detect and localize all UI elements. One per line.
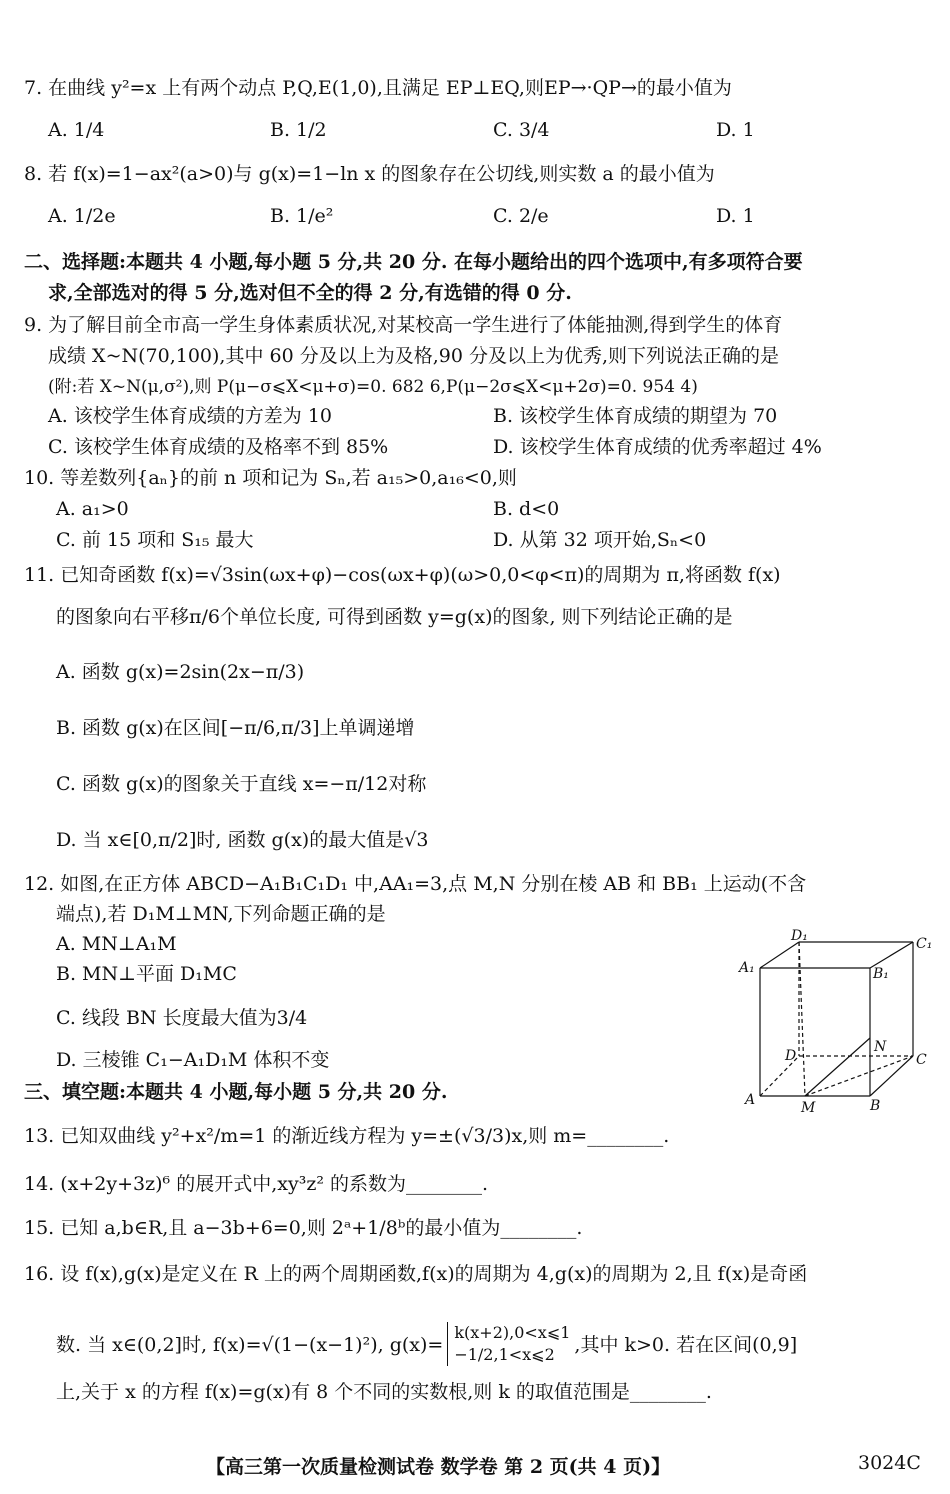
- q7-stem-text: 7. 在曲线 y²=x 上有两个动点 P,Q,E(1,0),且满足 EP⊥EQ,则EP→·QP→的最小值为: [24, 77, 732, 99]
- q11-option-b: B. 函数 g(x)在区间[−π/6,π/3]上单调递增: [56, 717, 415, 739]
- q11-line2: [56, 605, 733, 629]
- q11-shift-fraction: π/6: [189, 606, 220, 628]
- label-b: B: [870, 1098, 881, 1114]
- label-b1: B₁: [873, 966, 889, 982]
- q9-option-c: C. 该校学生体育成绩的及格率不到 85%: [48, 436, 389, 458]
- q11-line2-a: 的图象向右平移: [56, 606, 190, 628]
- edge-a1d1: [760, 942, 799, 968]
- q12-line2: 端点),若 D₁M⊥MN,下列命题正确的是: [56, 903, 386, 925]
- page-footer: 【高三第一次质量检测试卷 数学卷 第 2 页(共 4 页)】: [206, 1456, 671, 1478]
- q9-option-b: B. 该校学生体育成绩的期望为 70: [493, 405, 778, 427]
- q10-stem: 10. 等差数列{aₙ}的前 n 项和记为 Sₙ,若 a₁₅>0,a₁₆<0,则: [24, 467, 517, 489]
- q14-text: 14. (x+2y+3z)⁶ 的展开式中,xy³z² 的系数为________.: [24, 1173, 489, 1195]
- label-a1: A₁: [739, 960, 755, 976]
- q7-option-b: B. 1/2: [270, 119, 327, 141]
- q9-line1: 9. 为了解目前全市高一学生身体素质状况,对某校高一学生进行了体能抽测,得到学生的体育: [24, 314, 783, 336]
- q11-option-a: A. 函数 g(x)=2sin(2x−π/3): [56, 661, 305, 683]
- edge-b1c1: [870, 942, 913, 968]
- q10-option-c: C. 前 15 项和 S₁₅ 最大: [56, 529, 254, 551]
- q12-option-b: B. MN⊥平面 D₁MC: [56, 963, 237, 985]
- q7-option-d: D. 1: [716, 119, 755, 141]
- q10-option-d: D. 从第 32 项开始,Sₙ<0: [493, 529, 707, 551]
- section3-heading: 三、填空题:本题共 4 小题,每小题 5 分,共 20 分.: [24, 1081, 448, 1103]
- label-d: D: [785, 1048, 797, 1064]
- q16-line1: 16. 设 f(x),g(x)是定义在 R 上的两个周期函数,f(x)的周期为 4,g(x)的周期为 2,且 f(x)是奇函: [24, 1263, 808, 1285]
- q11-line2-c: 个单位长度, 可得到函数 y=g(x)的图象, 则下列结论正确的是: [220, 606, 733, 628]
- q8-option-a: A. 1/2e: [48, 205, 116, 227]
- section2-heading-line1: 二、选择题:本题共 4 小题,每小题 5 分,共 20 分. 在每小题给出的四个选项中,有多项符合要: [24, 251, 803, 273]
- label-a: A: [745, 1092, 756, 1108]
- q16-case1: k(x+2),0<x⩽1: [454, 1323, 571, 1342]
- q11-option-c: C. 函数 g(x)的图象关于直线 x=−π/12对称: [56, 773, 427, 795]
- q11-line1: 11. 已知奇函数 f(x)=√3sin(ωx+φ)−cos(ωx+φ)(ω>0,0<φ<π)的周期为 π,将函数 f(x): [24, 564, 781, 586]
- q16-line3: 上,关于 x 的方程 f(x)=g(x)有 8 个不同的实数根,则 k 的取值范围是________.: [56, 1381, 712, 1403]
- q10-option-b: B. d<0: [493, 498, 560, 520]
- segment-d1m: [799, 942, 805, 1096]
- q11-option-d: D. 当 x∈[0,π/2]时, 函数 g(x)的最大值是√3: [56, 829, 429, 851]
- q13-text: 13. 已知双曲线 y²+x²/m=1 的渐近线方程为 y=±(√3/3)x,则 m=________.: [24, 1125, 670, 1147]
- q12-option-c: C. 线段 BN 长度最大值为3/4: [56, 1007, 308, 1029]
- q16-piecewise: [447, 1322, 570, 1366]
- q12-option-a: A. MN⊥A₁M: [56, 933, 177, 955]
- q9-option-a: A. 该校学生体育成绩的方差为 10: [48, 405, 333, 427]
- segment-mn: [805, 1038, 870, 1096]
- q16-line2: [56, 1324, 797, 1368]
- q16-line2-a: 数. 当 x∈(0,2]时, f(x)=√(1−(x−1)²), g(x)=: [56, 1334, 444, 1356]
- q7-option-c: C. 3/4: [493, 119, 550, 141]
- label-c1: C₁: [916, 936, 933, 952]
- q8-option-b: B. 1/e²: [270, 205, 334, 227]
- q7-stem: [24, 76, 732, 100]
- q9-line3: (附:若 X~N(μ,σ²),则 P(μ−σ⩽X<μ+σ)=0. 682 6,P(μ−2σ⩽X<μ+2σ)=0. 954 4): [48, 377, 698, 397]
- q12-line1: 12. 如图,在正方体 ABCD−A₁B₁C₁D₁ 中,AA₁=3,点 M,N 分别在棱 AB 和 BB₁ 上运动(不含: [24, 873, 807, 895]
- q8-option-c: C. 2/e: [493, 205, 549, 227]
- label-d1: D₁: [791, 928, 808, 944]
- edge-bc: [870, 1056, 913, 1096]
- q16-line2-b: ,其中 k>0. 若在区间(0,9]: [574, 1334, 798, 1356]
- q8-option-d: D. 1: [716, 205, 755, 227]
- q12-option-d: D. 三棱锥 C₁−A₁D₁M 体积不变: [56, 1049, 330, 1071]
- q9-line2: 成绩 X~N(70,100),其中 60 分及以上为及格,90 分及以上为优秀,则下列说法正确的是: [48, 345, 780, 367]
- q10-option-a: A. a₁>0: [56, 498, 129, 520]
- page-code: 3024C: [858, 1452, 921, 1474]
- q9-option-d: D. 该校学生体育成绩的优秀率超过 4%: [493, 436, 822, 458]
- label-n: N: [874, 1039, 887, 1055]
- segment-mc: [805, 1056, 913, 1096]
- q7-option-a: A. 1/4: [48, 119, 105, 141]
- cube-figure: [735, 928, 935, 1118]
- q15-text: 15. 已知 a,b∈R,且 a−3b+6=0,则 2ᵃ+1/8ᵇ的最小值为________.: [24, 1217, 583, 1239]
- label-c: C: [916, 1052, 927, 1068]
- label-m: M: [801, 1100, 816, 1116]
- q8-stem: 8. 若 f(x)=1−ax²(a>0)与 g(x)=1−ln x 的图象存在公切线,则实数 a 的最小值为: [24, 163, 715, 185]
- q16-case2: −1/2,1<x⩽2: [454, 1345, 555, 1364]
- section2-heading-line2: 求,全部选对的得 5 分,选对但不全的得 2 分,有选错的得 0 分.: [48, 282, 572, 304]
